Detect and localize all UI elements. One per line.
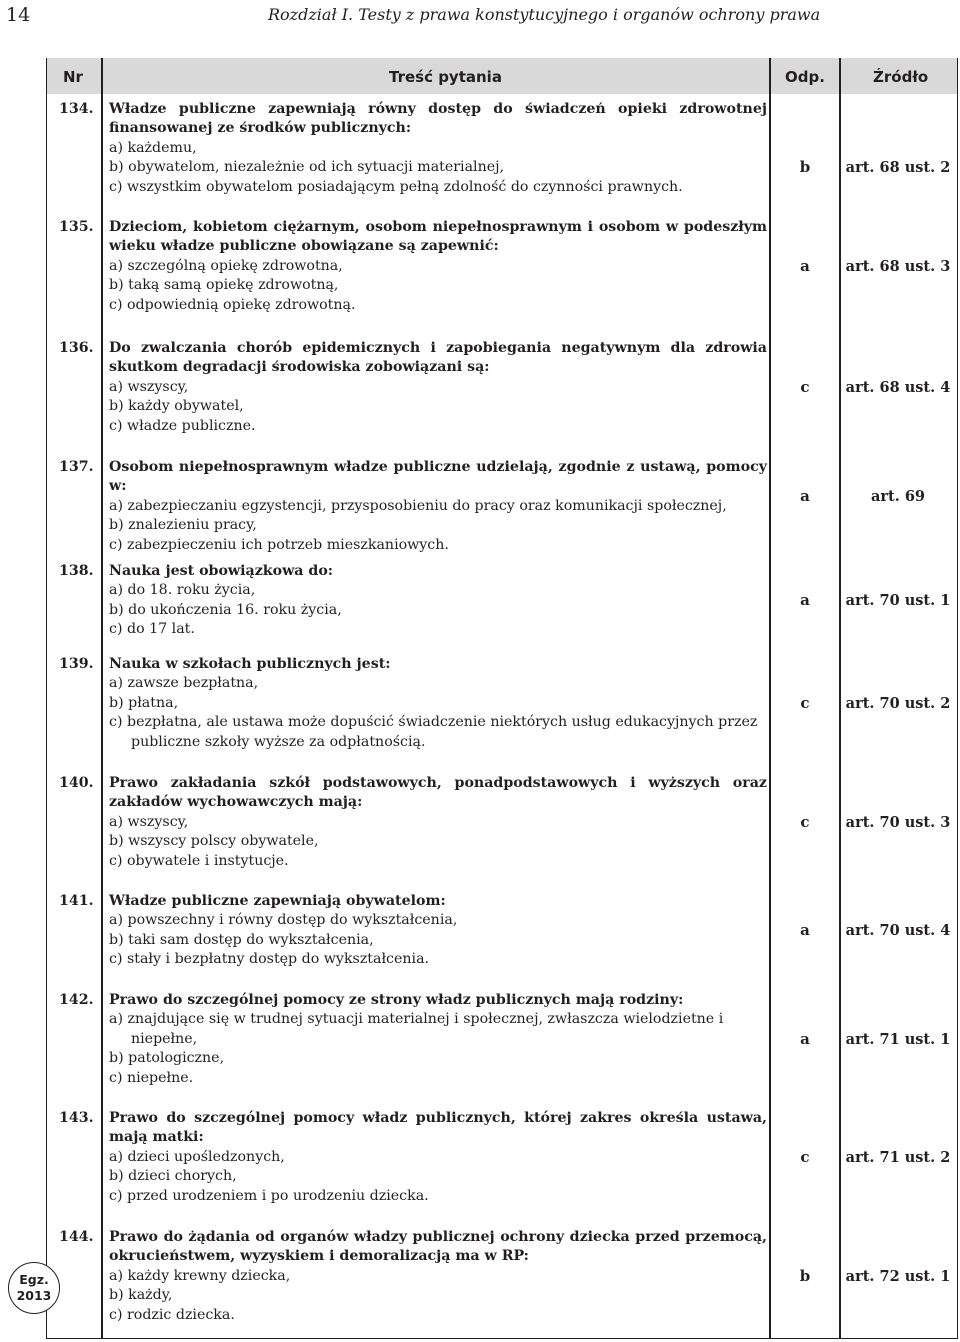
- answer-option: c) odpowiednią opiekę zdrowotną.: [109, 296, 356, 313]
- question-stem: Nauka jest obowiązkowa do:: [109, 563, 334, 579]
- legal-source: art. 68 ust. 3: [845, 257, 951, 275]
- correct-answer: c: [800, 693, 810, 712]
- legal-source: art. 70 ust. 3: [845, 813, 951, 831]
- header-tresc: Treść pytania: [389, 68, 502, 86]
- question-body: [109, 1109, 767, 1206]
- answer-option: a) wszyscy,: [109, 378, 189, 395]
- answer-option: a) wszyscy,: [109, 813, 189, 830]
- page-number: 14: [6, 4, 31, 26]
- question-number: 142.: [59, 992, 94, 1008]
- legal-source: art. 69: [870, 488, 925, 506]
- legal-source: art. 71 ust. 1: [845, 1030, 951, 1048]
- correct-answer: b: [799, 158, 811, 177]
- running-title: Rozdział I. Testy z prawa konstytucyjnego i organów ochrony prawa: [268, 5, 821, 24]
- answer-option: b) obywatelom, niezależnie od ich sytuacji materialnej,: [109, 159, 505, 176]
- column-divider-tresc: [769, 58, 771, 1338]
- question-number: 143.: [59, 1110, 94, 1126]
- answer-option: b) patologiczne,: [109, 1050, 225, 1067]
- question-number: 135.: [59, 219, 94, 235]
- question-stem: Władze publiczne zapewniają równy dostęp do świadczeń opieki zdrowotnej finansowanej ze środków publicznych:: [109, 101, 767, 137]
- legal-source: art. 71 ust. 2: [845, 1148, 951, 1166]
- answer-option: b) taką samą opiekę zdrowotną,: [109, 277, 339, 294]
- question-body: [109, 458, 767, 555]
- question-stem: Dzieciom, kobietom ciężarnym, osobom niepełnosprawnym i osobom w podeszłym wieku władze publiczne obowiązane są zapewnić:: [109, 219, 767, 255]
- legal-source: art. 68 ust. 4: [845, 378, 951, 396]
- correct-answer: b: [799, 1266, 811, 1285]
- question-body: [109, 562, 767, 640]
- legal-source: art. 70 ust. 4: [845, 922, 951, 940]
- legal-source: art. 72 ust. 1: [845, 1267, 951, 1285]
- answer-option: a) szczególną opiekę zdrowotna,: [109, 257, 343, 274]
- answer-option: c) rodzic dziecka.: [109, 1306, 235, 1323]
- answer-option: b) dzieci chorych,: [109, 1168, 237, 1185]
- answer-option: b) każdy,: [109, 1287, 173, 1304]
- question-stem: Nauka w szkołach publicznych jest:: [109, 656, 391, 672]
- questions-table: [46, 58, 958, 1339]
- answer-option: c) zabezpieczeniu ich potrzeb mieszkaniowych.: [109, 536, 449, 553]
- answer-option: c) władze publiczne.: [109, 417, 256, 434]
- answer-option: b) każdy obywatel,: [109, 398, 244, 415]
- answer-option: c) stały i bezpłatny dostęp do wykształcenia.: [109, 951, 430, 968]
- question-stem: Prawo do szczególnej pomocy ze strony władz publicznych mają rodziny:: [109, 992, 684, 1008]
- header-nr: Nr: [63, 68, 83, 86]
- answer-option: b) płatna,: [109, 694, 179, 711]
- question-stem: Władze publiczne zapewniają obywatelom:: [109, 893, 446, 909]
- question-stem: Do zwalczania chorób epidemicznych i zapobiegania negatywnym dla zdrowia skutkom degradacji środowiska zobowiązani są:: [109, 340, 767, 376]
- correct-answer: a: [800, 591, 810, 610]
- header-odp: Odp.: [785, 68, 825, 86]
- stamp-line1: Egz.: [19, 1272, 49, 1287]
- correct-answer: a: [800, 487, 810, 506]
- correct-answer: a: [800, 1029, 810, 1048]
- answer-option: b) do ukończenia 16. roku życia,: [109, 601, 342, 618]
- question-body: [109, 100, 767, 197]
- question-stem: Prawo do szczególnej pomocy władz publicznych, której zakres określa ustawa, mają matki:: [109, 1110, 767, 1146]
- stamp-line2: 2013: [16, 1288, 52, 1303]
- answer-option: a) powszechny i równy dostęp do wykształcenia,: [109, 912, 458, 929]
- correct-answer: a: [800, 921, 810, 940]
- question-body: [109, 774, 767, 871]
- answer-option: b) znalezieniu pracy,: [109, 517, 257, 534]
- answer-option: b) taki sam dostęp do wykształcenia,: [109, 931, 374, 948]
- answer-option: c) niepełne.: [109, 1069, 194, 1086]
- correct-answer: c: [800, 1147, 810, 1166]
- question-number: 140.: [59, 775, 94, 791]
- correct-answer: c: [800, 812, 810, 831]
- exam-2013-stamp: [8, 1262, 60, 1314]
- answer-option: c) przed urodzeniem i po urodzeniu dziecka.: [109, 1187, 429, 1204]
- legal-source: art. 70 ust. 2: [845, 694, 951, 712]
- answer-option: a) do 18. roku życia,: [109, 582, 256, 599]
- header-zrodlo: Źródło: [873, 68, 929, 86]
- answer-option: b) wszyscy polscy obywatele,: [109, 833, 319, 850]
- question-number: 134.: [59, 101, 94, 117]
- question-number: 139.: [59, 656, 94, 672]
- table-header: [47, 58, 957, 94]
- question-stem: Prawo zakładania szkół podstawowych, ponadpodstawowych i wyższych oraz zakładów wychowawczych mają:: [109, 775, 767, 811]
- answer-option: a) każdy krewny dziecka,: [109, 1267, 291, 1284]
- question-stem: Prawo do żądania od organów władzy publicznej ochrony dziecka przed przemocą, okrucieństwem, wyzyskiem i demoralizacją ma w RP:: [109, 1229, 767, 1265]
- question-number: 141.: [59, 893, 94, 909]
- question-body: [109, 218, 767, 315]
- question-number: 137.: [59, 459, 94, 475]
- answer-option: c) wszystkim obywatelom posiadającym pełną zdolność do czynności prawnych.: [109, 178, 683, 195]
- column-divider-nr: [101, 58, 103, 1338]
- question-body: [109, 991, 767, 1088]
- question-number: 144.: [59, 1229, 94, 1245]
- correct-answer: a: [800, 256, 810, 275]
- legal-source: art. 70 ust. 1: [845, 592, 951, 610]
- question-body: [109, 339, 767, 436]
- answer-option: c) obywatele i instytucje.: [109, 852, 289, 869]
- answer-option: c) do 17 lat.: [109, 621, 195, 638]
- question-body: [109, 1228, 767, 1325]
- answer-option: a) zawsze bezpłatna,: [109, 675, 259, 692]
- answer-option: a) znajdujące się w trudnej sytuacji materialnej i społecznej, zwłaszcza wielodzietne i niepełne,: [109, 1011, 724, 1047]
- question-stem: Osobom niepełnosprawnym władze publiczne udzielają, zgodnie z ustawą, pomocy w:: [109, 459, 767, 495]
- answer-option: c) bezpłatna, ale ustawa może dopuścić świadczenie niektórych usług edukacyjnych przez publiczne szkoły wyższe za odpłatnością.: [109, 714, 758, 750]
- legal-source: art. 68 ust. 2: [845, 159, 951, 177]
- page-header: [0, 0, 960, 30]
- question-body: [109, 892, 767, 970]
- correct-answer: c: [800, 377, 810, 396]
- answer-option: a) każdemu,: [109, 139, 197, 156]
- question-number: 136.: [59, 340, 94, 356]
- question-body: [109, 655, 767, 752]
- answer-option: a) zabezpieczaniu egzystencji, przysposobieniu do pracy oraz komunikacji społecznej,: [109, 497, 727, 514]
- answer-option: a) dzieci upośledzonych,: [109, 1148, 285, 1165]
- question-number: 138.: [59, 563, 94, 579]
